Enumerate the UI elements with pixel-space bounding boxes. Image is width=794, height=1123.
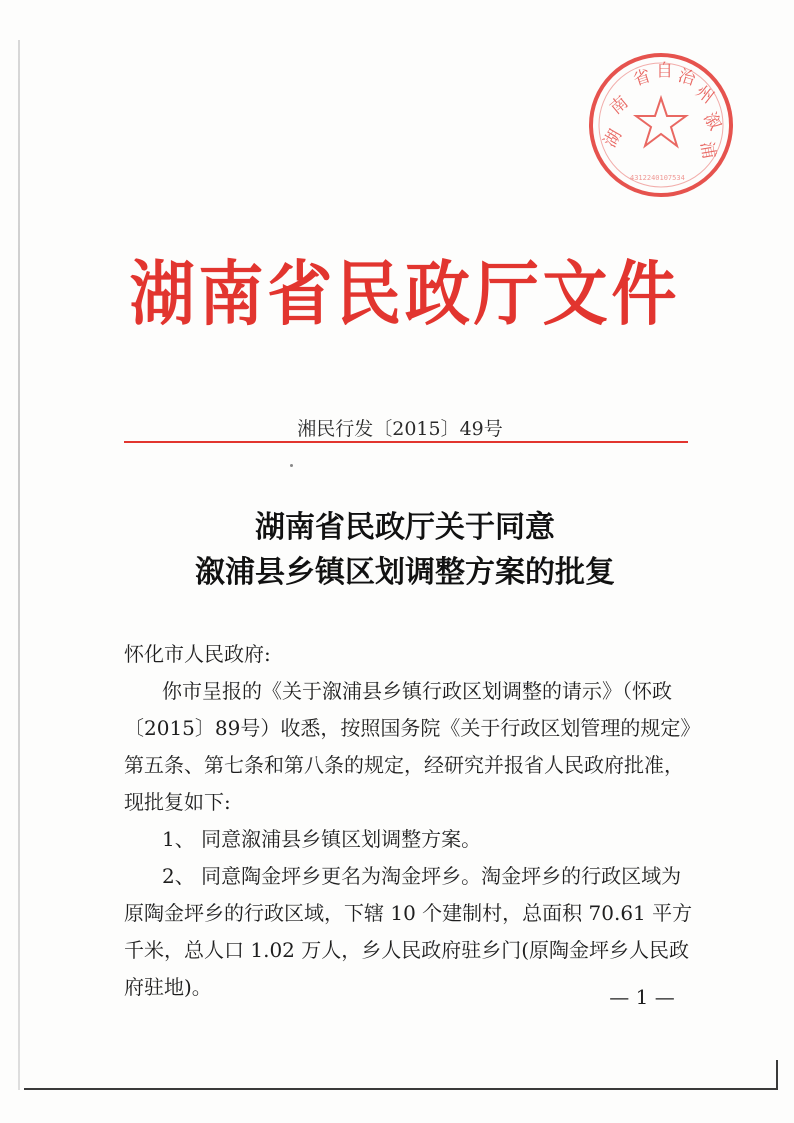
official-seal-stamp	[586, 50, 736, 200]
body-line-3: 第五条、第七条和第八条的规定，经研究并报省人民政府批准，	[124, 753, 684, 777]
body-line-2: 〔2015〕89号）收悉，按照国务院《关于行政区划管理的规定》	[124, 716, 701, 740]
body-line-9: 府驻地)。	[124, 975, 212, 999]
document-header-title: 湖南省民政厅文件	[129, 252, 681, 335]
svg-text:省: 省	[630, 66, 654, 91]
svg-text:溆: 溆	[699, 109, 726, 135]
svg-text:湖: 湖	[600, 126, 627, 151]
body-line-7: 原陶金坪乡的行政区域，下辖 10 个建制村，总面积 70.61 平方	[124, 901, 693, 925]
red-divider-line	[124, 441, 688, 443]
scan-edge-bottom-right	[776, 1060, 778, 1090]
body-line-8: 千米，总人口 1.02 万人，乡人民政府驻乡门(原陶金坪乡人民政	[124, 938, 690, 962]
svg-text:自: 自	[656, 61, 673, 81]
document-number: 湘民行发〔2015〕49号	[297, 418, 503, 440]
addressee: 怀化市人民政府:	[124, 642, 271, 666]
body-line-1: 你市呈报的《关于溆浦县乡镇行政区划调整的请示》（怀政	[162, 679, 672, 703]
subject-line-2: 溆浦县乡镇区划调整方案的批复	[195, 555, 615, 590]
scan-edge-bottom	[24, 1088, 778, 1090]
scan-edge-left	[18, 40, 20, 1090]
body-line-4: 现批复如下:	[124, 790, 231, 814]
page-number: — 1 —	[609, 985, 675, 1009]
svg-text:州: 州	[691, 81, 718, 108]
svg-text:南: 南	[606, 92, 633, 119]
body-line-6: 2、 同意陶金坪乡更名为淘金坪乡。淘金坪乡的行政区域为	[162, 864, 682, 888]
scan-speck	[290, 464, 293, 467]
svg-text:治: 治	[675, 65, 698, 90]
body-line-5: 1、 同意溆浦县乡镇区划调整方案。	[162, 827, 482, 851]
subject-line-1: 湖南省民政厅关于同意	[255, 510, 555, 545]
svg-text:4312240107534: 4312240107534	[630, 174, 685, 182]
document-subject	[120, 505, 690, 595]
svg-text:浦: 浦	[696, 140, 719, 161]
